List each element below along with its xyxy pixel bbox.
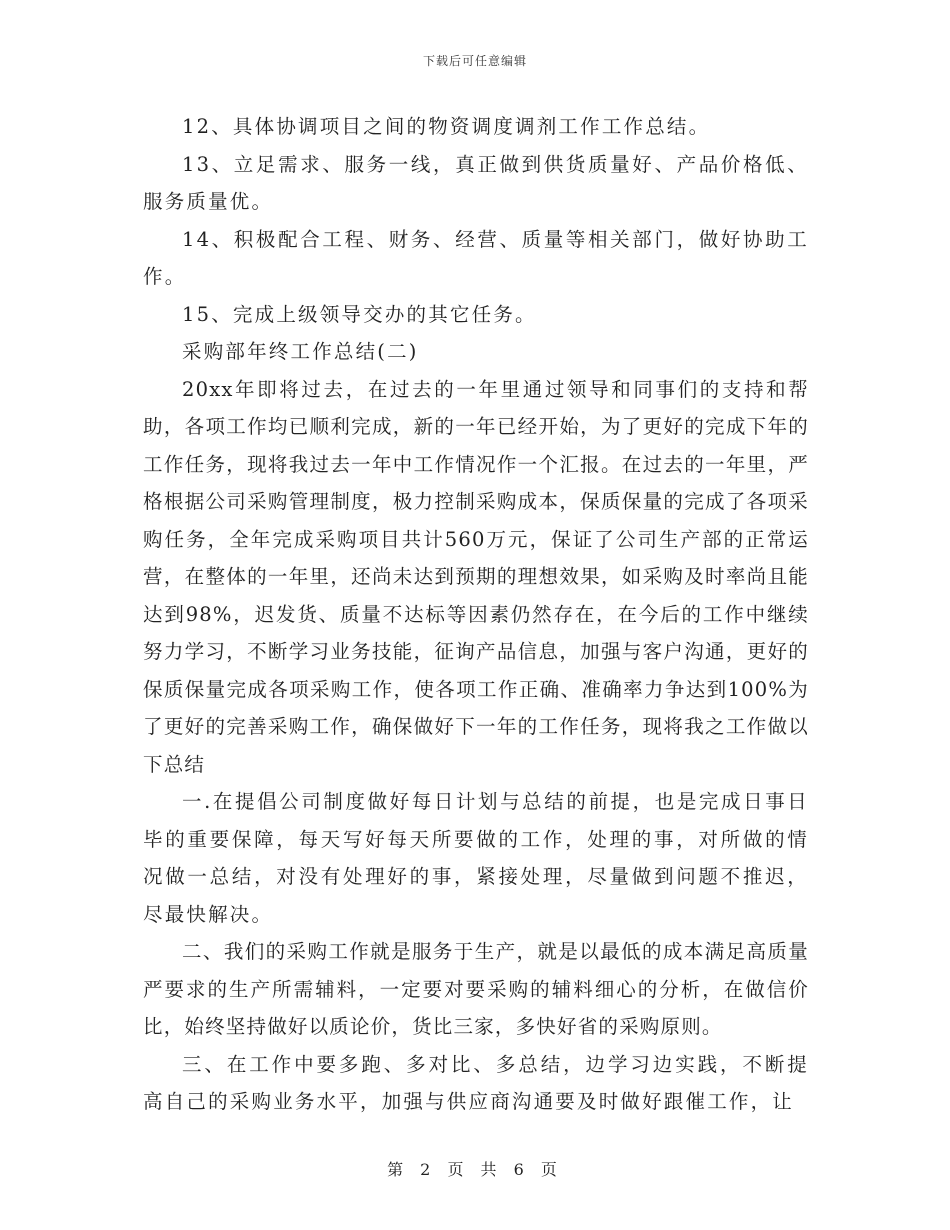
paragraph-intro: 20xx年即将过去，在过去的一年里通过领导和同事们的支持和帮助，各项工作均已顺利完成，新的一年已经开始，为了更好的完成下年的工作任务，现将我过去一年中工作情况作一个汇报。在过去的一年里，严格根据公司采购管理制度，极力控制采购成本，保质保量的完成了各项采购任务，全年完成采购项目共计560万元，保证了公司生产部的正常运营，在整体的一年里，还尚未达到预期的理想效果，如采购及时率尚且能达到98%，迟发货、质量不达标等因素仍然存在，在今后的工作中继续努力学习，不断学习业务技能，征询产品信息，加强与客户沟通，更好的保质保量完成各项采购工作，使各项工作正确、准确率力争达到100%为了更好的完善采购工作，确保做好下一年的工作任务，现将我之工作做以下总结 — [143, 377, 809, 776]
paragraph-item-14: 14、积极配合工程、财务、经营、质量等相关部门，做好协助工作。 — [143, 227, 809, 288]
document-body — [143, 108, 809, 1121]
page-header: 下载后可任意编辑 — [422, 54, 527, 68]
paragraph-item-12: 12、具体协调项目之间的物资调度调剂工作工作总结。 — [182, 115, 711, 138]
paragraph-item-15: 15、完成上级领导交办的其它任务。 — [182, 302, 537, 326]
paragraph-point-3: 三、在工作中要多跑、多对比、多总结，边学习边实践，不断提高自己的采购业务水平，加强与供应商沟通要及时做好跟催工作，让 — [143, 1052, 809, 1113]
page-number: 第 2 页 共 6 页 — [387, 1160, 563, 1179]
section-heading: 采购部年终工作总结(二) — [182, 340, 419, 363]
paragraph-point-1: 一.在提倡公司制度做好每日计划与总结的前提，也是完成日事日毕的重要保障，每天写好每天所要做的工作，处理的事，对所做的情况做一总结，对没有处理好的事，紧接处理，尽量做到问题不推迟，尽最快解决。 — [143, 790, 809, 926]
paragraph-point-2: 二、我们的采购工作就是服务于生产，就是以最低的成本满足高质量严要求的生产所需辅料，一定要对要采购的辅料细心的分析，在做信价比，始终坚持做好以质论价，货比三家，多快好省的采购原则。 — [143, 940, 809, 1038]
paragraph-item-13: 13、立足需求、服务一线，真正做到供货质量好、产品价格低、服务质量优。 — [143, 152, 809, 213]
